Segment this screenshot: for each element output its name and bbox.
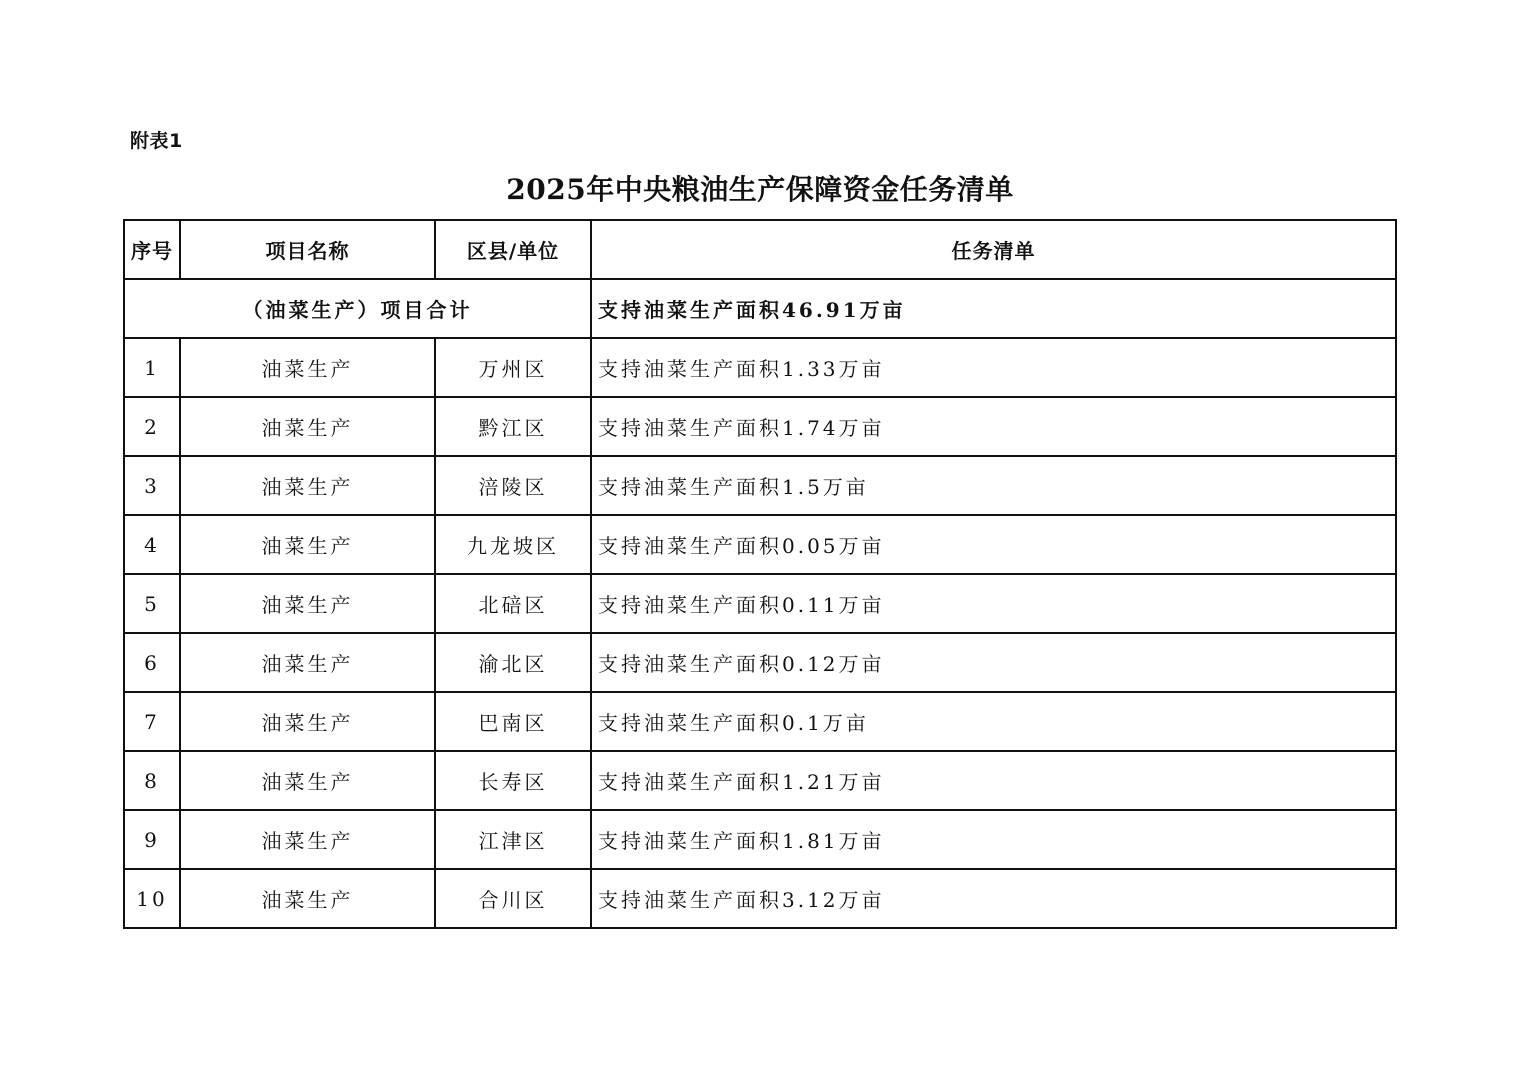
cell-district: 黔江区: [435, 397, 591, 456]
cell-index: 5: [124, 574, 180, 633]
cell-index: 8: [124, 751, 180, 810]
header-index: 序号: [124, 220, 180, 279]
cell-district: 江津区: [435, 810, 591, 869]
cell-task: 支持油菜生产面积3.12万亩: [591, 869, 1396, 928]
cell-index: 4: [124, 515, 180, 574]
total-label: （油菜生产）项目合计: [124, 279, 591, 338]
cell-task: 支持油菜生产面积1.21万亩: [591, 751, 1396, 810]
cell-task: 支持油菜生产面积1.33万亩: [591, 338, 1396, 397]
header-district: 区县/单位: [435, 220, 591, 279]
cell-project: 油菜生产: [180, 574, 435, 633]
table-row: [124, 869, 1396, 928]
cell-project: 油菜生产: [180, 515, 435, 574]
total-task: 支持油菜生产面积46.91万亩: [591, 279, 1396, 338]
cell-index: 2: [124, 397, 180, 456]
table-row: [124, 397, 1396, 456]
cell-project: 油菜生产: [180, 456, 435, 515]
header-project: 项目名称: [180, 220, 435, 279]
table-row: [124, 338, 1396, 397]
table-row: [124, 692, 1396, 751]
cell-index: 1: [124, 338, 180, 397]
header-task: 任务清单: [591, 220, 1396, 279]
cell-task: 支持油菜生产面积0.1万亩: [591, 692, 1396, 751]
table-header-row: [124, 220, 1396, 279]
cell-district: 九龙坡区: [435, 515, 591, 574]
cell-project: 油菜生产: [180, 869, 435, 928]
table-row: [124, 515, 1396, 574]
cell-task: 支持油菜生产面积0.11万亩: [591, 574, 1396, 633]
table-row: [124, 751, 1396, 810]
table-row: [124, 633, 1396, 692]
cell-district: 北碚区: [435, 574, 591, 633]
cell-district: 涪陵区: [435, 456, 591, 515]
cell-index: 7: [124, 692, 180, 751]
cell-task: 支持油菜生产面积0.12万亩: [591, 633, 1396, 692]
cell-project: 油菜生产: [180, 810, 435, 869]
cell-index: 10: [124, 869, 180, 928]
task-table: [123, 219, 1397, 929]
cell-index: 6: [124, 633, 180, 692]
cell-project: 油菜生产: [180, 397, 435, 456]
cell-index: 9: [124, 810, 180, 869]
cell-project: 油菜生产: [180, 751, 435, 810]
cell-project: 油菜生产: [180, 692, 435, 751]
cell-task: 支持油菜生产面积1.81万亩: [591, 810, 1396, 869]
table-row: [124, 456, 1396, 515]
cell-district: 万州区: [435, 338, 591, 397]
cell-index: 3: [124, 456, 180, 515]
cell-project: 油菜生产: [180, 338, 435, 397]
table-row: [124, 810, 1396, 869]
table-row: [124, 574, 1396, 633]
cell-task: 支持油菜生产面积1.5万亩: [591, 456, 1396, 515]
cell-project: 油菜生产: [180, 633, 435, 692]
cell-task: 支持油菜生产面积0.05万亩: [591, 515, 1396, 574]
cell-district: 长寿区: [435, 751, 591, 810]
cell-district: 合川区: [435, 869, 591, 928]
cell-task: 支持油菜生产面积1.74万亩: [591, 397, 1396, 456]
appendix-label: 附表1: [130, 130, 183, 152]
cell-district: 巴南区: [435, 692, 591, 751]
total-row: [124, 279, 1396, 338]
document-title: 2025年中央粮油生产保障资金任务清单: [506, 173, 1014, 206]
cell-district: 渝北区: [435, 633, 591, 692]
